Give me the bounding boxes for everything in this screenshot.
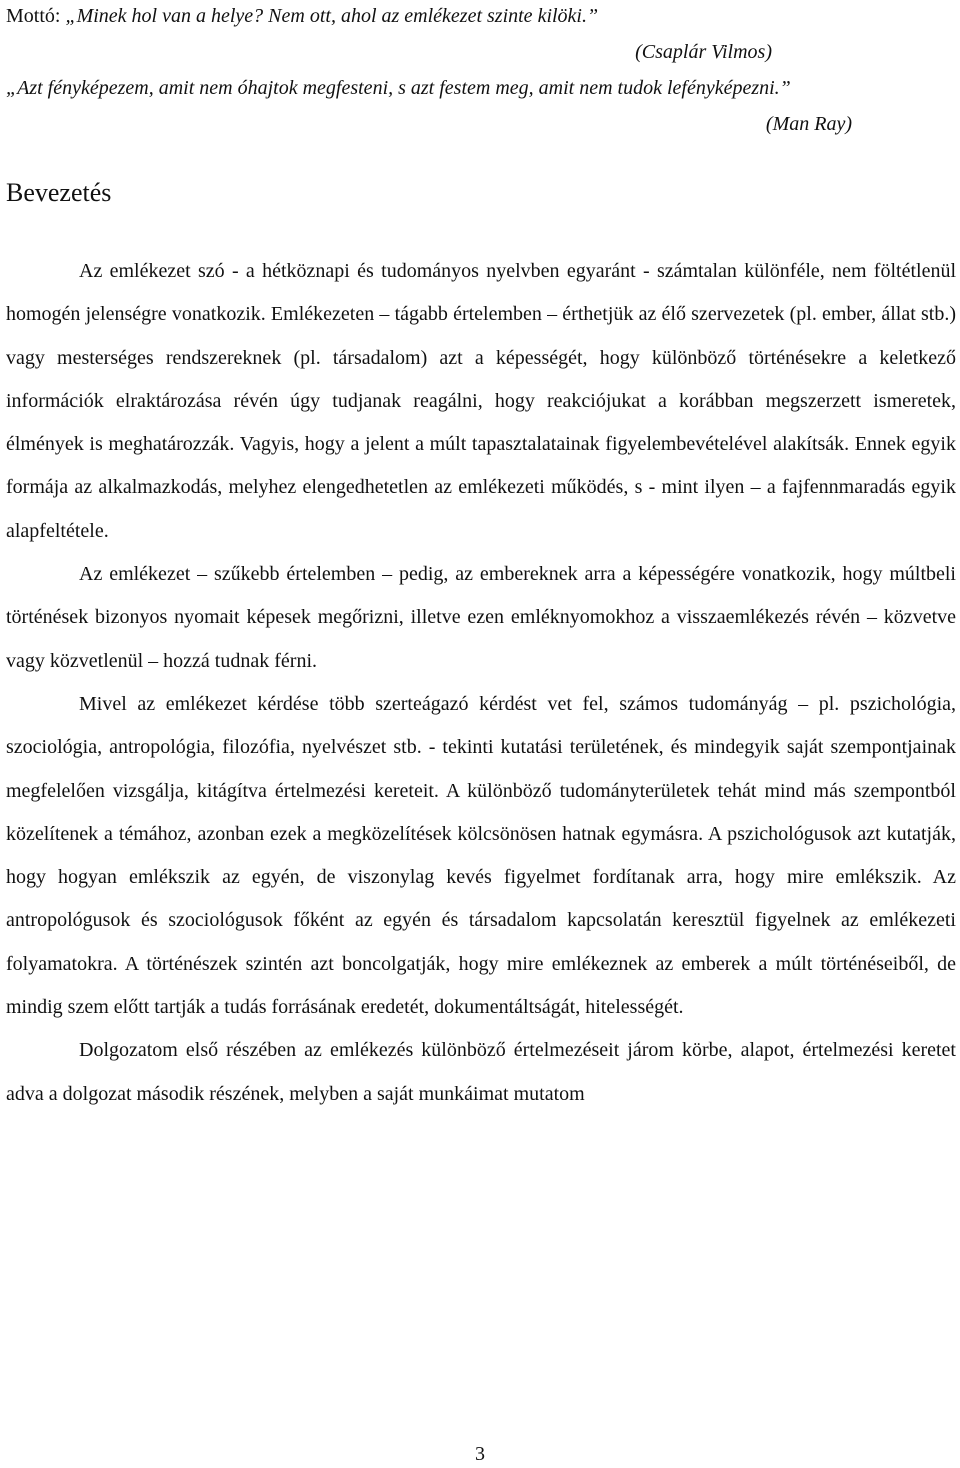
paragraph: Az emlékezet szó - a hétköznapi és tudományos nyelvben egyaránt - számtalan különféle, nem föltétlenül homogén jelenségre vonatkozik. Emlékezeten – tágabb értelemben – érthetjük az élő szervezetek (pl. ember, állat stb.) vagy mesterséges rendszereknek (pl. társadalom) azt a képességét, hogy különböző történésekre a keletkező információk elraktározása révén úgy tudjanak reagálni, hogy reakciójukat a korábban megszerzett ismeretek, élmények is meghatározzák. Vagyis, hogy a jelent a múlt tapasztalatainak figyelembevételével alakítsák. Ennek egyik formája az alkalmazkodás, melyhez elengedhetetlen az emlékezeti működés, s - mint ilyen – a fajfennmaradás egyik alapfeltétele. (6, 260, 956, 542)
motto-quote-1: „Minek hol van a helye? Nem ott, ahol az emlékezet szinte kilöki.” (65, 5, 599, 27)
section-heading: Bevezetés (6, 178, 112, 207)
paragraph: Dolgozatom első részében az emlékezés különböző értelmezéseit járom körbe, alapot, értelmezési keretet adva a dolgozat második részének, melyben a saját munkáimat mutatom (6, 1039, 956, 1105)
motto-line-2 (6, 70, 956, 106)
body-text (6, 250, 956, 1116)
paragraph: Az emlékezet – szűkebb értelemben – pedig, az embereknek arra a képességére vonatkozik, hogy múltbeli történések bizonyos nyomait képesek megőrizni, illetve ezen emléknyomokhoz a visszaemlékezés révén – közvetve vagy közvetlenül – hozzá tudnak férni. (6, 563, 956, 672)
page-number: 3 (475, 1443, 485, 1465)
motto-quote-2: „Azt fényképezem, amit nem óhajtok megfesteni, s azt festem meg, amit nem tudok lefényképezni.” (6, 77, 791, 99)
motto-label: Mottó: (6, 5, 66, 27)
paragraph: Mivel az emlékezet kérdése több szerteágazó kérdést vet fel, számos tudományág – pl. pszichológia, szociológia, antropológia, filozófia, nyelvészet stb. - tekinti kutatási területének, és mindegyik saját szempontjainak megfelelően vizsgálja, kitágítva értelmezési kereteit. A különböző tudományterületek tehát mind más szempontból közelítenek a témához, azonban ezek a megközelítések kölcsönösen hatnak egymásra. A pszichológusok azt kutatják, hogy hogyan emlékszik az egyén, de viszonylag kevés figyelmet fordítanak arra, hogy mire emlékszik. Az antropológusok és szociológusok főként az egyén és társadalom kapcsolatán keresztül figyelnek az emlékezeti folyamatokra. A történészek szintén azt boncolgatják, hogy mire emlékeznek az emberek a múlt történéseiből, de mindig szem előtt tartják a tudás forrásának eredetét, dokumentáltságát, hitelességét. (6, 692, 956, 1019)
document-page (6, 0, 956, 1116)
motto-line-1 (6, 0, 956, 34)
motto-author-2: (Man Ray) (765, 113, 852, 135)
motto-block (6, 0, 956, 142)
motto-author-1: (Csaplár Vilmos) (635, 41, 772, 63)
